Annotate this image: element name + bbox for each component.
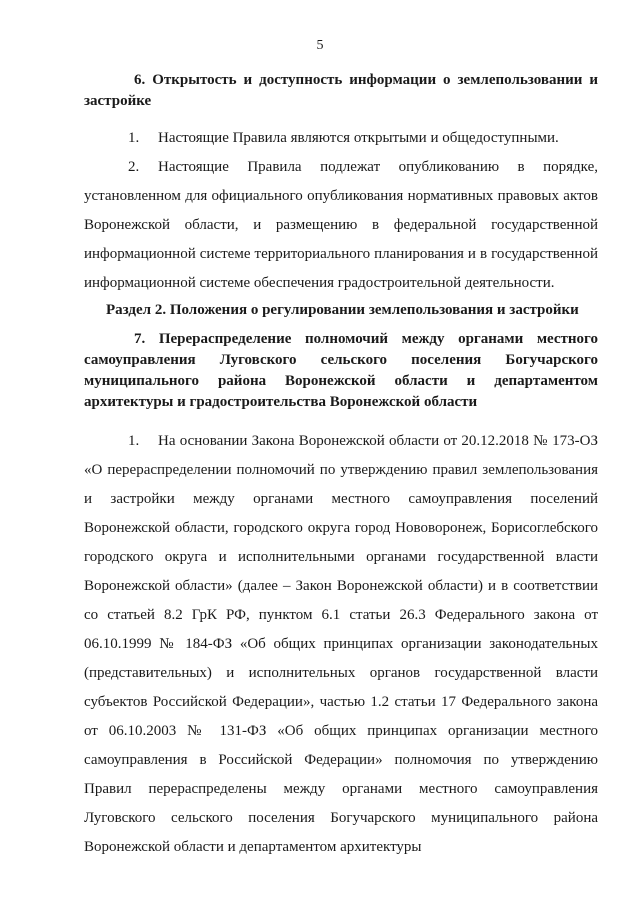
paragraph-7-1 [84,427,598,862]
paragraph-6-1 [84,124,598,153]
heading-section-7: 7. Перераспределение полномочий между органами местного самоуправления Луговского сельского поселения Богучарского муниципального района Воронежской области и департаментом архитектуры и градостроительства Воронежской области [84,331,598,410]
paragraph-number: 2. [128,159,140,175]
paragraph-number: 1. [128,433,140,449]
paragraph-text: Настоящие Правила являются открытыми и общедоступными. [158,130,559,146]
document-body [84,66,598,862]
heading-section-6: 6. Открытость и доступность информации о землепользовании и застройке [84,72,598,109]
section-2-title: Раздел 2. Положения о регулировании землепользования и застройки [106,302,579,318]
paragraph-text: На основании Закона Воронежской области от 20.12.2018 № 173-ОЗ «О перераспределении полномочий по утверждению правил землепользования и застройки между органами местного самоуправления поселений Воронежской области, городского округа город Нововоронеж, Борисоглебского городского округа и исполнительными органами государственной власти Воронежской области» (далее – Закон Воронежской области) и в соответствии со статьей 8.2 ГрК РФ, пунктом 6.1 статьи 26.3 Федерального закона от 06.10.1999 № 184-ФЗ «Об общих принципах организации законодательных (представительных) и исполнительных органов государственной власти субъектов Российской Федерации», частью 1.2 статьи 17 Федерального закона от 06.10.2003 № 131-ФЗ «Об общих принципах организации местного самоуправления в Российской Федерации» полномочия по утверждению Правил перераспределены между органами местного самоуправления Луговского сельского поселения Богучарского муниципального района Воронежской области и департаментом архитектуры [84,433,598,855]
paragraph-6-2 [84,153,598,298]
paragraph-number: 1. [128,130,140,146]
paragraph-text: Настоящие Правила подлежат опубликованию в порядке, установленном для официального опубликования нормативных правовых актов Воронежской области, и размещению в федеральной государственной информационной системе территориального планирования и в государственной информационной системе обеспечения градостроительной деятельности. [84,159,598,291]
page-number: 5 [316,38,324,53]
